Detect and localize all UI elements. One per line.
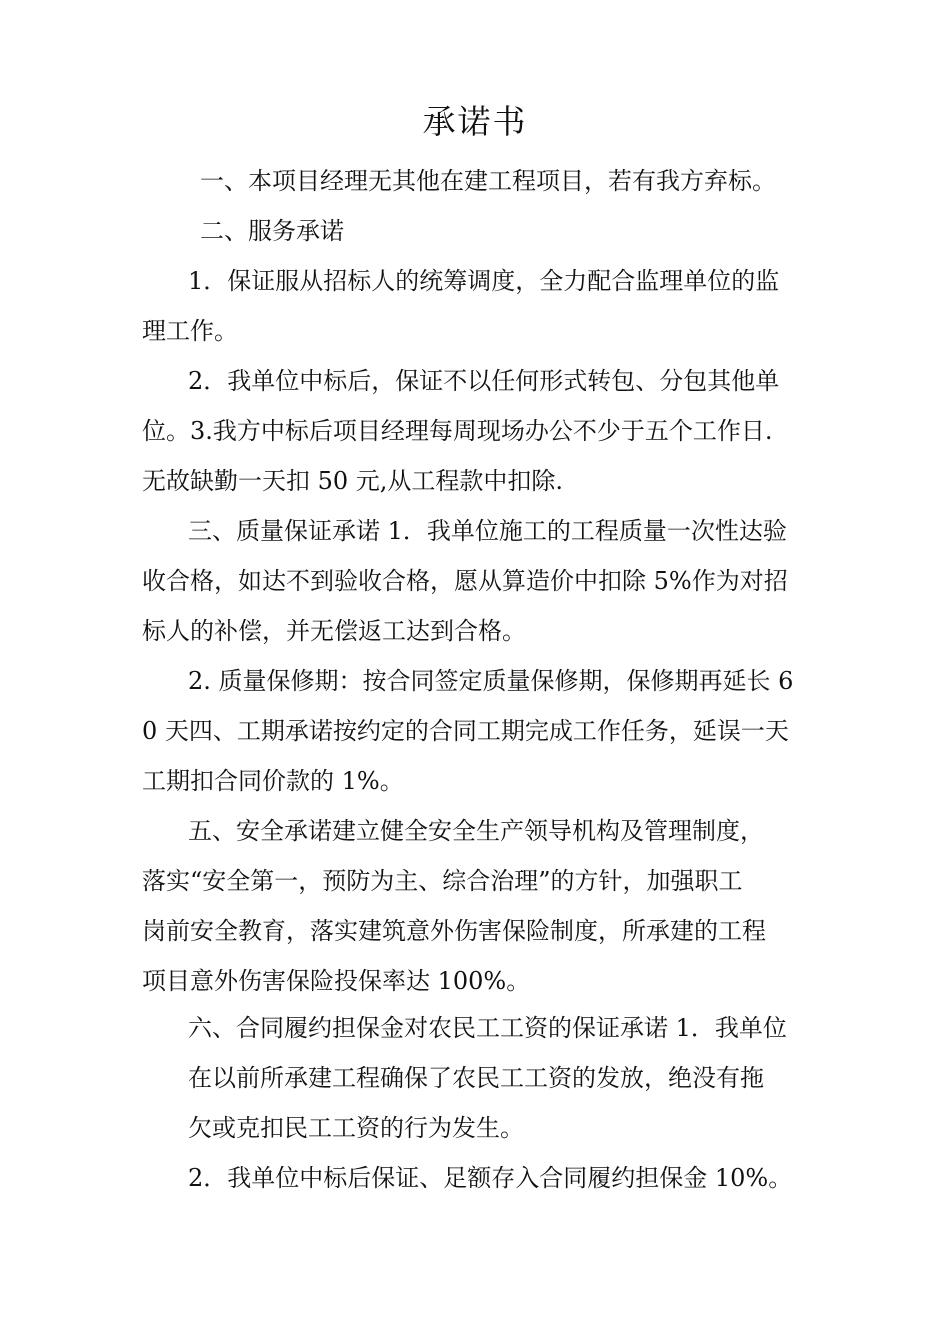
body-line: 项目意外伤害保险投保率达 100%。	[142, 967, 531, 995]
body-line: 理工作。	[142, 317, 238, 345]
body-line: 1．保证服从招标人的统筹调度，全力配合监理单位的监	[188, 267, 780, 295]
body-line: 二、服务承诺	[200, 217, 344, 245]
body-line: 一、本项目经理无其他在建工程项目，若有我方弃标。	[200, 167, 776, 195]
body-line: 在以前所承建工程确保了农民工工资的发放，绝没有拖	[188, 1064, 764, 1092]
body-line: 工期扣合同价款的 1%。	[142, 767, 404, 795]
body-line: 位。3.我方中标后项目经理每周现场办公不少于五个工作日.	[142, 417, 773, 445]
body-line: 岗前安全教育，落实建筑意外伤害保险制度，所承建的工程	[142, 917, 766, 945]
body-line: 欠或克扣民工工资的行为发生。	[188, 1114, 524, 1142]
body-line: 三、质量保证承诺 1．我单位施工的工程质量一次性达验	[188, 517, 787, 545]
body-line: 五、安全承诺建立健全安全生产领导机构及管理制度，	[188, 817, 764, 845]
body-line: 2. 质量保修期：按合同签定质量保修期，保修期再延长 6	[188, 667, 794, 695]
body-line: 收合格，如达不到验收合格，愿从算造价中扣除 5%作为对招	[142, 567, 788, 595]
body-line: 无故缺勤一天扣 50 元,从工程款中扣除.	[142, 467, 564, 495]
document-title: 承诺书	[422, 102, 528, 141]
body-line: 2．我单位中标后保证、足额存入合同履约担保金 10%。	[188, 1164, 793, 1192]
body-line: 2．我单位中标后，保证不以任何形式转包、分包其他单	[188, 367, 780, 395]
body-line: 标人的补偿，并无偿返工达到合格。	[142, 617, 526, 645]
body-line: 落实“安全第一，预防为主、综合治理”的方针，加强职工	[142, 867, 743, 895]
body-line: 六、合同履约担保金对农民工工资的保证承诺 1．我单位	[188, 1014, 787, 1042]
body-line: 0 天四、工期承诺按约定的合同工期完成工作任务，延误一天	[142, 717, 789, 745]
